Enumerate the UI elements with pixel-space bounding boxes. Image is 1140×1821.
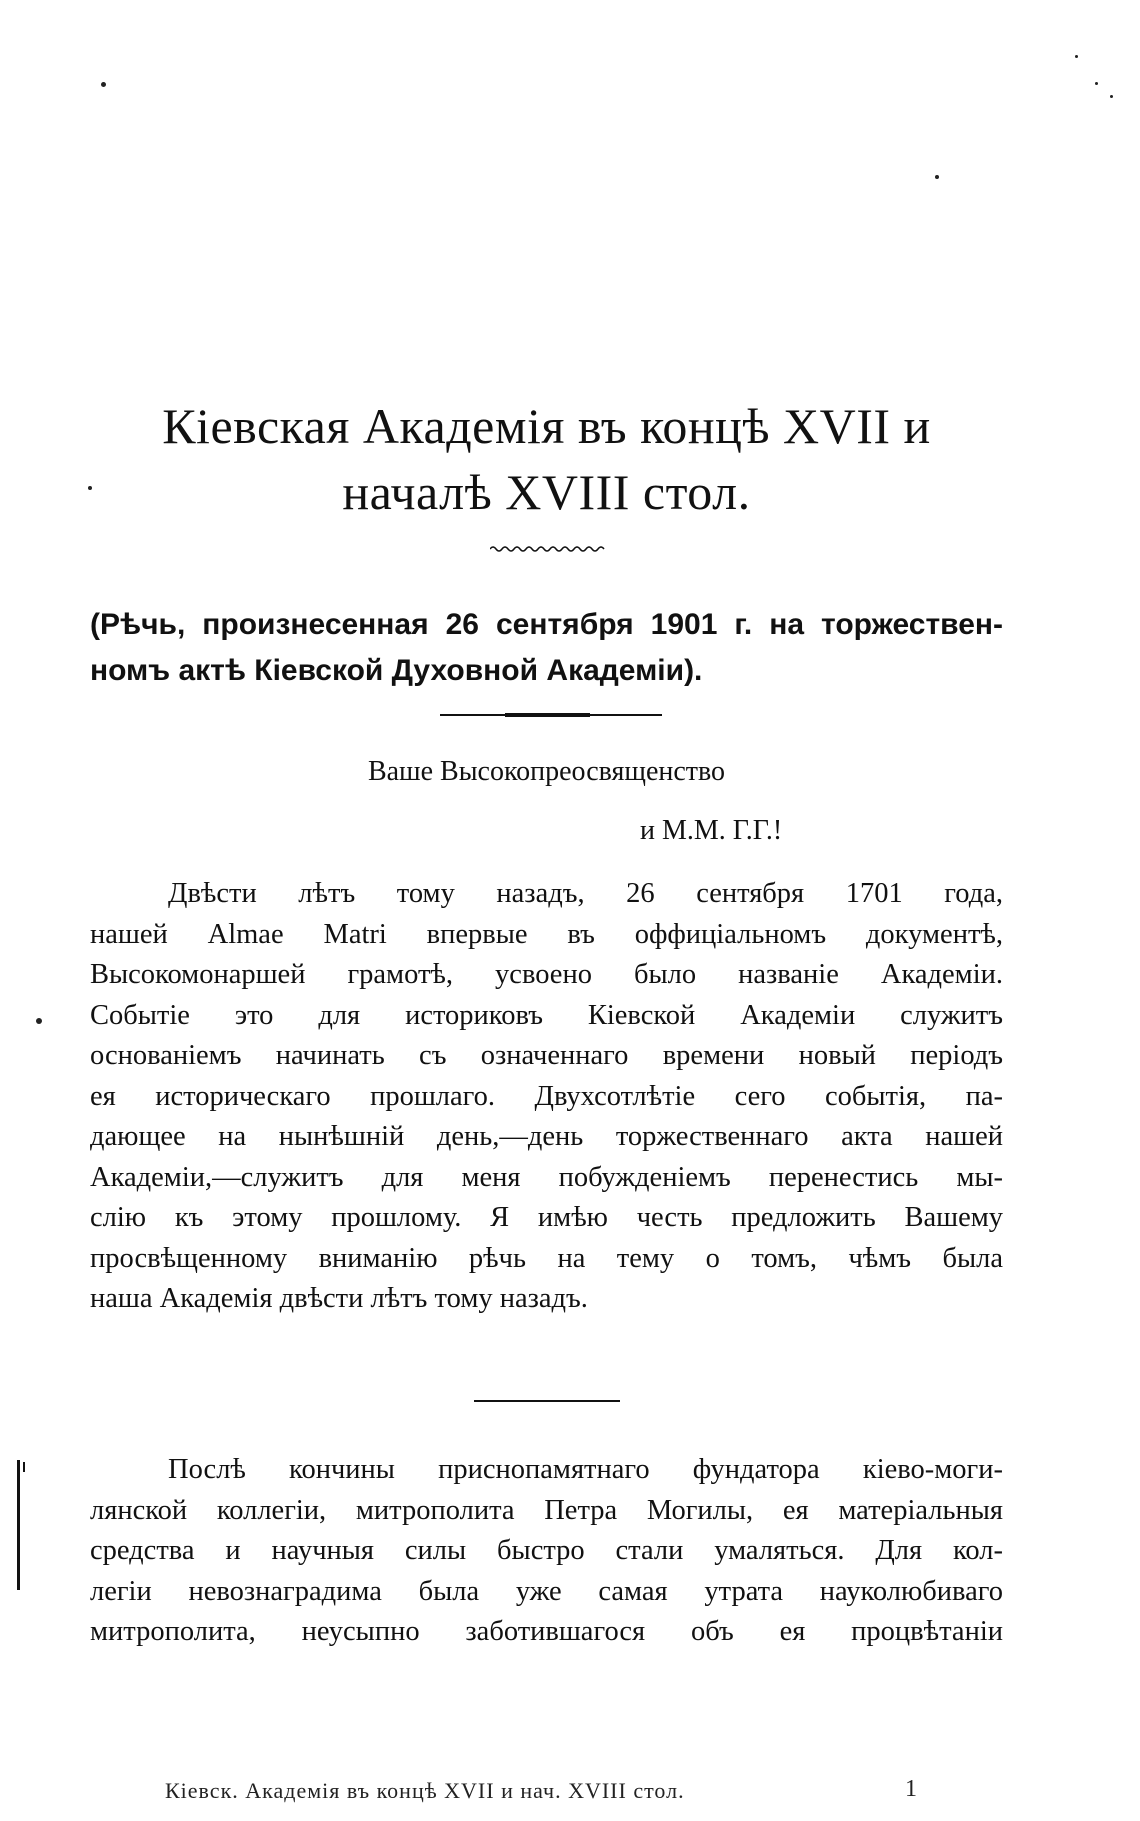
text-line: средства и научныя силы быстро стали умаляться. Для кол- [90, 1535, 1003, 1566]
text-line: наша Академія двѣсти лѣтъ тому назадъ. [90, 1283, 588, 1314]
scan-speck [935, 175, 939, 179]
wavy-ornament [490, 544, 605, 554]
section-divider [474, 1400, 620, 1402]
text-line: слію къ этому прошлому. Я имѣю честь предложить Вашему [90, 1202, 1003, 1233]
address-line-1: Ваше Высокопреосвященство [367, 756, 726, 787]
address-line-2: и М.М. Г.Г.! [640, 815, 783, 846]
text-line: ея историческаго прошлаго. Двухсотлѣтіе сего событія, па- [90, 1080, 1003, 1112]
text-line: основаніемъ начинать съ означеннаго времени новый періодъ [90, 1040, 1003, 1071]
text-line: лянской коллегіи, митрополита Петра Могилы, ея матеріальныя [90, 1494, 1003, 1526]
text-line: Послѣ кончины приснопамятнаго фундатора кіево-моги- [168, 1454, 1003, 1485]
running-footer: Кіевск. Академія въ концѣ XVII и нач. XVIII стол. [165, 1778, 685, 1803]
scan-speck [1075, 55, 1078, 58]
text-line: нашей Almae Matri впервые въ оффиціальномъ документѣ, [90, 918, 1003, 950]
scan-speck [101, 82, 106, 87]
text-line: просвѣщенному вниманію рѣчь на тему о томъ, чѣмъ была [90, 1242, 1003, 1274]
subtitle-line-1: (Рѣчь, произнесенная 26 сентября 1901 г. на торжествен- [90, 608, 1003, 641]
text-line: легіи невознаградима была уже самая утрата науколюбиваго [90, 1575, 1003, 1607]
divider-rule-center [505, 713, 590, 717]
paragraph-2 [90, 1450, 1003, 1653]
title-line-1: Кіевская Академія въ концѣ XVII и [162, 398, 931, 454]
text-line: Академіи,—служитъ для меня побужденіемъ перенестись мы- [90, 1161, 1003, 1193]
subtitle-line-2: номъ актѣ Кіевской Духовной Академіи). [90, 654, 703, 687]
text-line: дающее на нынѣшній день,—день торжественнаго акта нашей [90, 1121, 1003, 1152]
margin-bar [23, 1462, 25, 1472]
text-line: митрополита, неусыпно заботившагося объ ея процвѣтаніи [90, 1616, 1003, 1647]
text-line: Двѣсти лѣтъ тому назадъ, 26 сентября 1701 года, [168, 878, 1003, 909]
page-title [90, 393, 1003, 525]
speech-subtitle [90, 602, 1003, 694]
scan-speck [1095, 82, 1098, 85]
page-number: 1 [905, 1776, 917, 1802]
scan-speck [36, 1018, 42, 1024]
scan-speck [1110, 95, 1113, 98]
margin-bar [17, 1460, 20, 1590]
text-line: Высокомонаршей грамотѣ, усвоено было названіе Академіи. [90, 959, 1003, 990]
paragraph-1 [90, 874, 1003, 1320]
text-line: Событіе это для историковъ Кіевской Академіи служитъ [90, 999, 1003, 1031]
title-line-2: началѣ XVIII стол. [342, 464, 751, 520]
